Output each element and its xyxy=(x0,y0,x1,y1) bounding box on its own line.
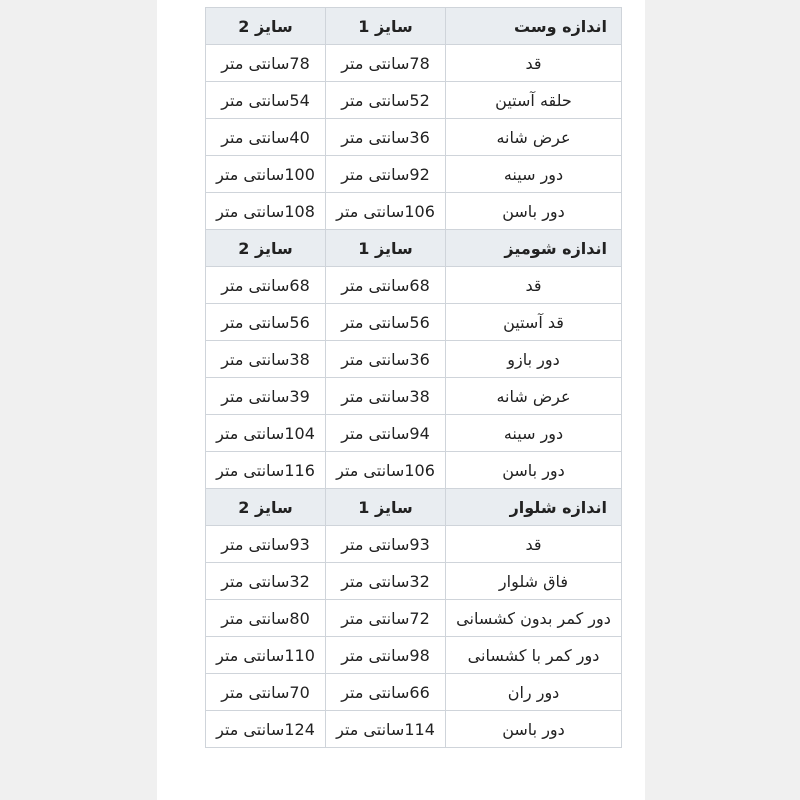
section-header-row xyxy=(206,230,622,267)
size1-value: 114سانتی متر xyxy=(326,711,446,748)
size2-header: سایز 2 xyxy=(206,8,326,45)
table-row xyxy=(206,341,622,378)
size-chart-table xyxy=(205,7,622,748)
table-row xyxy=(206,193,622,230)
table-row xyxy=(206,82,622,119)
table-row xyxy=(206,156,622,193)
table-row xyxy=(206,415,622,452)
measurement-label: حلقه آستین xyxy=(446,82,622,119)
size2-value: 104سانتی متر xyxy=(206,415,326,452)
measurement-label: دور کمر بدون کشسانی xyxy=(446,600,622,637)
size2-value: 108سانتی متر xyxy=(206,193,326,230)
size2-value: 68سانتی متر xyxy=(206,267,326,304)
measurement-label: دور ران xyxy=(446,674,622,711)
section-title: اندازه شلوار xyxy=(446,489,622,526)
size2-value: 70سانتی متر xyxy=(206,674,326,711)
size2-value: 78سانتی متر xyxy=(206,45,326,82)
size2-value: 54سانتی متر xyxy=(206,82,326,119)
size1-value: 66سانتی متر xyxy=(326,674,446,711)
size1-value: 52سانتی متر xyxy=(326,82,446,119)
table-row xyxy=(206,674,622,711)
size1-value: 92سانتی متر xyxy=(326,156,446,193)
size2-header: سایز 2 xyxy=(206,489,326,526)
table-row xyxy=(206,526,622,563)
measurement-label: دور کمر با کشسانی xyxy=(446,637,622,674)
table-row xyxy=(206,600,622,637)
size1-value: 98سانتی متر xyxy=(326,637,446,674)
size2-value: 40سانتی متر xyxy=(206,119,326,156)
size1-value: 94سانتی متر xyxy=(326,415,446,452)
size2-value: 56سانتی متر xyxy=(206,304,326,341)
size1-header: سایز 1 xyxy=(326,230,446,267)
measurement-label: دور باسن xyxy=(446,193,622,230)
size2-value: 38سانتی متر xyxy=(206,341,326,378)
size1-header: سایز 1 xyxy=(326,8,446,45)
size2-value: 39سانتی متر xyxy=(206,378,326,415)
size2-value: 110سانتی متر xyxy=(206,637,326,674)
section-header-row xyxy=(206,489,622,526)
measurement-label: عرض شانه xyxy=(446,378,622,415)
measurement-label: فاق شلوار xyxy=(446,563,622,600)
size1-value: 36سانتی متر xyxy=(326,119,446,156)
measurement-label: عرض شانه xyxy=(446,119,622,156)
size1-header: سایز 1 xyxy=(326,489,446,526)
table-row xyxy=(206,45,622,82)
measurement-label: دور سینه xyxy=(446,415,622,452)
size1-value: 93سانتی متر xyxy=(326,526,446,563)
size1-value: 106سانتی متر xyxy=(326,452,446,489)
measurement-label: قد xyxy=(446,267,622,304)
measurement-label: دور سینه xyxy=(446,156,622,193)
size1-value: 36سانتی متر xyxy=(326,341,446,378)
section-header-row xyxy=(206,8,622,45)
size1-value: 68سانتی متر xyxy=(326,267,446,304)
table-row xyxy=(206,119,622,156)
size1-value: 56سانتی متر xyxy=(326,304,446,341)
measurement-label: دور باسن xyxy=(446,711,622,748)
measurement-label: قد آستین xyxy=(446,304,622,341)
table-row xyxy=(206,637,622,674)
section-title: اندازه شومیز xyxy=(446,230,622,267)
size1-value: 106سانتی متر xyxy=(326,193,446,230)
table-row xyxy=(206,304,622,341)
measurement-label: قد xyxy=(446,45,622,82)
size2-value: 124سانتی متر xyxy=(206,711,326,748)
size2-value: 116سانتی متر xyxy=(206,452,326,489)
table-row xyxy=(206,378,622,415)
size1-value: 32سانتی متر xyxy=(326,563,446,600)
table-row xyxy=(206,563,622,600)
table-row xyxy=(206,711,622,748)
measurement-label: قد xyxy=(446,526,622,563)
section-title: اندازه وست xyxy=(446,8,622,45)
measurement-label: دور باسن xyxy=(446,452,622,489)
size1-value: 78سانتی متر xyxy=(326,45,446,82)
size2-value: 80سانتی متر xyxy=(206,600,326,637)
measurement-label: دور بازو xyxy=(446,341,622,378)
size2-value: 32سانتی متر xyxy=(206,563,326,600)
size2-value: 93سانتی متر xyxy=(206,526,326,563)
size1-value: 38سانتی متر xyxy=(326,378,446,415)
size1-value: 72سانتی متر xyxy=(326,600,446,637)
table-row xyxy=(206,267,622,304)
table-row xyxy=(206,452,622,489)
size2-header: سایز 2 xyxy=(206,230,326,267)
size2-value: 100سانتی متر xyxy=(206,156,326,193)
